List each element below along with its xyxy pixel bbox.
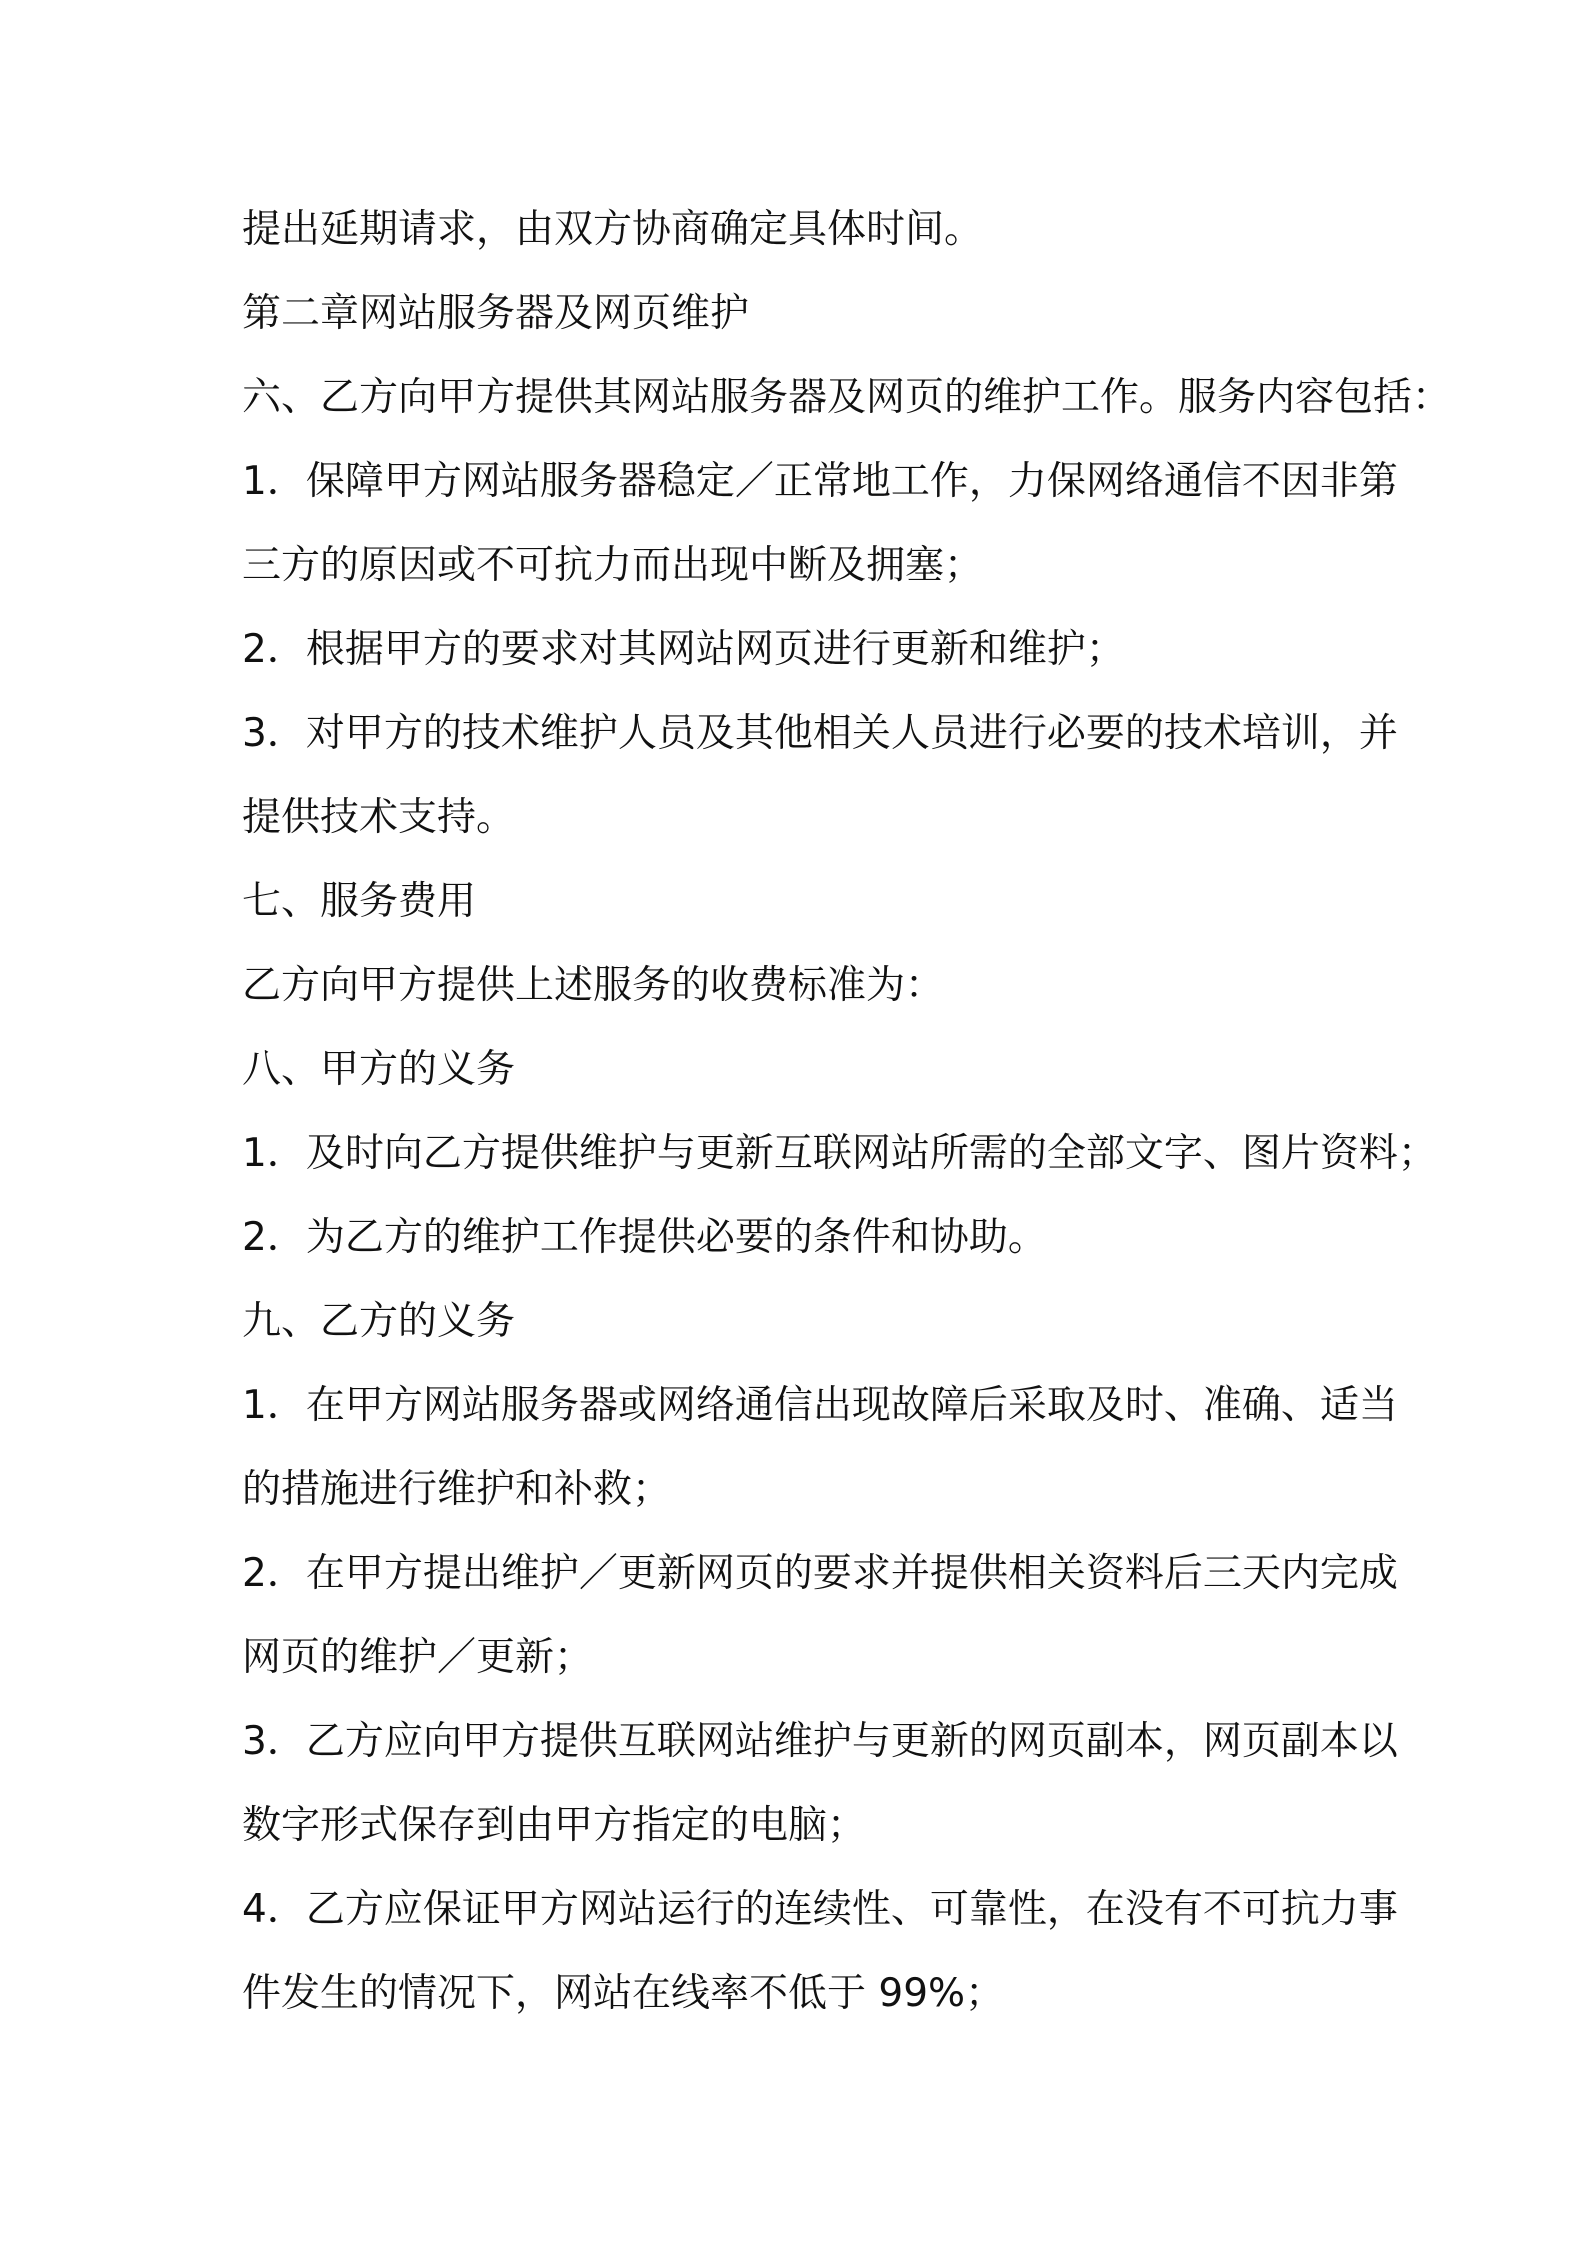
text-line: 3．对甲方的技术维护人员及其他相关人员进行必要的技术培训，并 [242,711,1398,756]
text-line: 的措施进行维护和补救； [242,1467,672,1512]
text-line: 件发生的情况下，网站在线率不低于 99%； [242,1971,1005,2016]
section-heading: 七、服务费用 [242,879,477,924]
section-heading: 六、乙方向甲方提供其网站服务器及网页的维护工作。服务内容包括： [242,375,1452,420]
text-line: 提出延期请求，由双方协商确定具体时间。 [242,207,984,252]
text-line: 2．在甲方提出维护／更新网页的要求并提供相关资料后三天内完成 [242,1551,1398,1596]
text-line: 数字形式保存到由甲方指定的电脑； [242,1803,867,1848]
text-line: 1．及时向乙方提供维护与更新互联网站所需的全部文字、图片资料； [242,1131,1437,1176]
document-body [242,198,1452,2046]
text-line: 2．根据甲方的要求对其网站网页进行更新和维护； [242,627,1125,672]
text-line: 3．乙方应向甲方提供互联网站维护与更新的网页副本，网页副本以 [242,1719,1398,1764]
chapter-heading: 第二章网站服务器及网页维护 [242,291,750,336]
section-heading: 八、甲方的义务 [242,1047,516,1092]
section-heading: 九、乙方的义务 [242,1299,516,1344]
text-line: 2．为乙方的维护工作提供必要的条件和协助。 [242,1215,1047,1260]
text-line: 三方的原因或不可抗力而出现中断及拥塞； [242,543,984,588]
text-line: 网页的维护／更新； [242,1635,594,1680]
text-line: 乙方向甲方提供上述服务的收费标准为： [242,963,945,1008]
text-line: 提供技术支持。 [242,795,516,840]
text-line: 1．保障甲方网站服务器稳定／正常地工作，力保网络通信不因非第 [242,459,1398,504]
text-line: 1．在甲方网站服务器或网络通信出现故障后采取及时、准确、适当 [242,1383,1398,1428]
text-line: 4．乙方应保证甲方网站运行的连续性、可靠性，在没有不可抗力事 [242,1887,1398,1932]
